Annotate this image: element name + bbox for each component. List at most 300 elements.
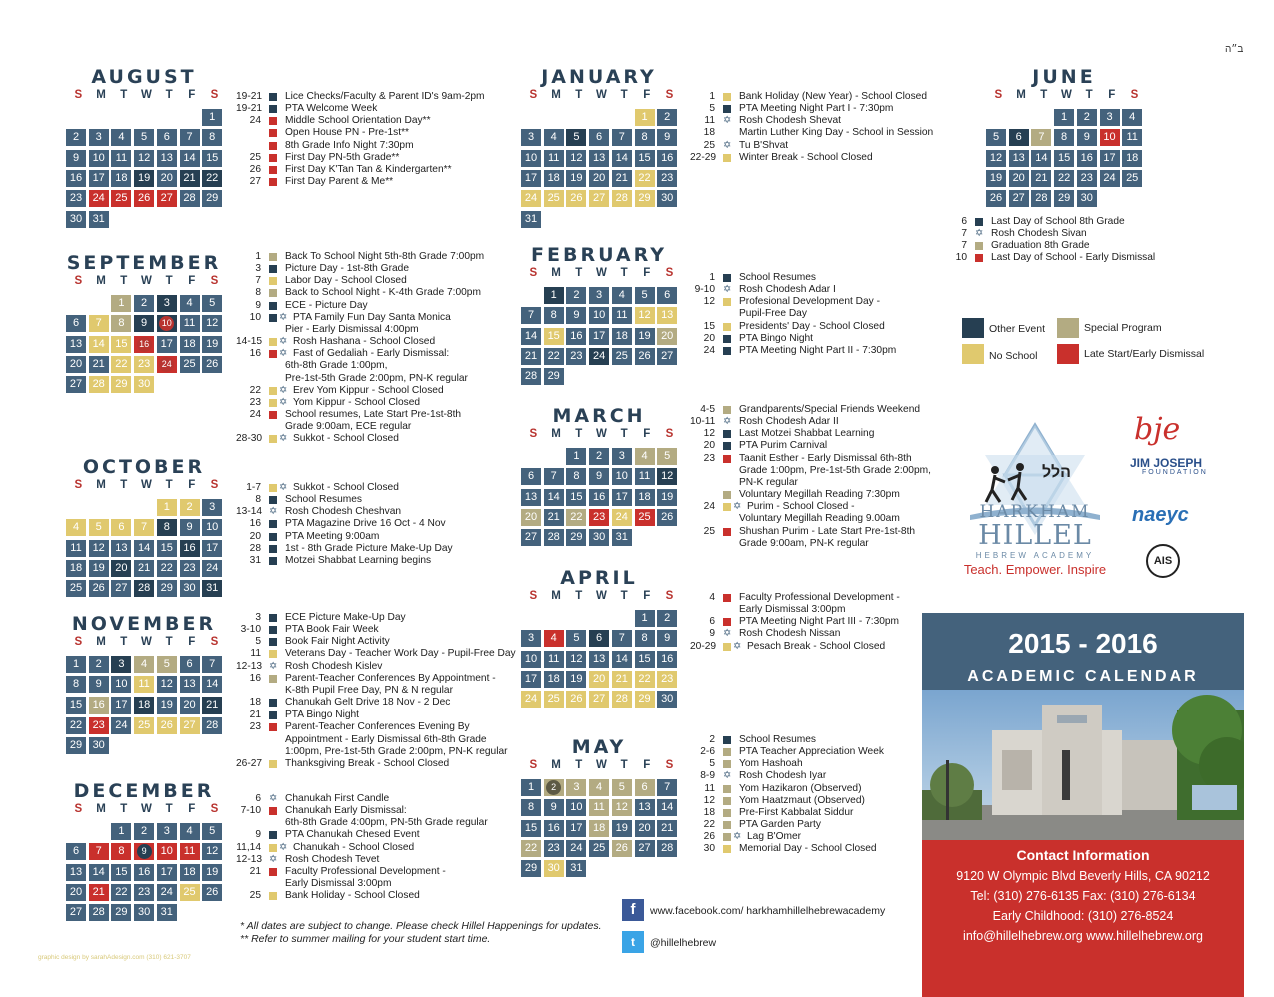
event-row (236, 805, 488, 817)
event-row (236, 433, 484, 445)
calendar-day: 13 (111, 540, 131, 557)
calendar-day: 7 (89, 843, 109, 860)
calendar-day: 4 (544, 630, 564, 647)
event-row (236, 152, 485, 164)
event-text: Presidents' Day - School Closed (739, 320, 885, 332)
calendar-day: 18 (1122, 150, 1142, 167)
calendar-day: 3 (589, 287, 609, 304)
calendar-day: 5 (157, 656, 177, 673)
calendar-day: 20 (1009, 170, 1029, 187)
school-name-line2: HILLEL (978, 520, 1092, 551)
calendar-day: 11 (66, 540, 86, 557)
calendar-day: 28 (612, 190, 632, 207)
calendar-day: 22 (66, 717, 86, 734)
event-color-square (269, 338, 277, 346)
event-text: Parent-Teacher Conferences By Appointment - (285, 672, 496, 684)
calendar-day: 9 (134, 843, 154, 860)
weekday-label: T (120, 275, 128, 287)
event-date: 6 (961, 216, 967, 227)
event-row (942, 228, 1155, 240)
contact-web[interactable]: info@hillelhebrew.org www.hillelhebrew.org (963, 929, 1203, 943)
calendar-day: 17 (521, 170, 541, 187)
calendar-day: 8 (635, 129, 655, 146)
calendar-day: 2 (657, 610, 677, 627)
star-of-david-icon: ✡ (269, 793, 278, 804)
star-of-david-icon: ✡ (733, 831, 742, 843)
calendar-day: 23 (134, 884, 154, 901)
calendar-day: 19 (986, 170, 1006, 187)
event-row (690, 440, 931, 452)
calendar-day: 6 (111, 519, 131, 536)
event-row (236, 336, 484, 348)
calendar-day: 19 (566, 671, 586, 688)
calendar-day: 11 (612, 307, 632, 324)
event-date: 22 (249, 384, 261, 396)
hebrew-logo-text: הלל (1042, 464, 1071, 481)
calendar-day: 29 (544, 368, 564, 385)
legend-other-label: Other Event (989, 323, 1046, 335)
calendar-day: 12 (566, 651, 586, 668)
calendar-day: 9 (566, 307, 586, 324)
calendar-day: 9 (589, 468, 609, 485)
contact-address: 9120 W Olympic Blvd Beverly Hills, CA 90212 (956, 869, 1210, 883)
calendar-day: 16 (544, 820, 564, 837)
event-row (942, 216, 1155, 228)
calendar-day: 27 (521, 529, 541, 546)
twitter-icon[interactable]: t (622, 931, 644, 953)
event-row (236, 140, 485, 152)
event-color-square (269, 626, 277, 634)
calendar-day: 12 (657, 468, 677, 485)
event-color-square (723, 797, 731, 805)
event-row (690, 428, 931, 440)
calendar-day: 11 (589, 799, 609, 816)
event-date: 11 (704, 115, 715, 127)
event-row (236, 506, 453, 518)
event-row (690, 538, 931, 550)
event-text: Faculty Professional Development - (285, 865, 446, 877)
event-row (690, 616, 900, 628)
month-title-may: MAY (571, 736, 627, 758)
calendar-day: 13 (657, 307, 677, 324)
event-date: 21 (249, 865, 261, 877)
event-row (236, 793, 488, 805)
calendar-day: 6 (157, 129, 177, 146)
weekday-header (522, 89, 681, 101)
event-color-square (269, 93, 277, 101)
weekday-label: S (529, 759, 538, 771)
event-row (690, 831, 884, 843)
event-row (690, 477, 931, 489)
calendar-day: 24 (111, 717, 131, 734)
calendar-day: 11 (180, 315, 200, 332)
calendar-day: 22 (635, 671, 655, 688)
calendar-day: 3 (157, 295, 177, 312)
calendar-day: 26 (612, 840, 632, 857)
calendar-day: 17 (521, 671, 541, 688)
event-text: Graduation 8th Grade (991, 240, 1090, 252)
event-color-square (975, 254, 983, 262)
event-row (690, 843, 884, 855)
event-text: Back to School Night - K-4th Grade 7:00pm (285, 287, 481, 299)
event-date: 20-29 (690, 640, 717, 652)
weekday-label: T (575, 759, 583, 771)
event-color-square (269, 844, 277, 852)
calendar-day: 8 (566, 468, 586, 485)
event-text: PTA Magazine Drive 16 Oct - 4 Nov (285, 518, 446, 530)
calendar-day: 6 (521, 468, 541, 485)
weekday-label: M (1016, 89, 1026, 101)
calendar-day: 13 (589, 150, 609, 167)
event-text: School Resumes (285, 494, 363, 506)
event-date: 9-10 (694, 284, 715, 296)
events-jun (942, 216, 1155, 265)
calendar-day: 29 (1054, 190, 1074, 207)
weekday-label: S (74, 803, 83, 815)
weekday-label: M (551, 590, 561, 602)
weekday-label: S (1130, 89, 1139, 101)
event-row (942, 240, 1155, 252)
twitter-link[interactable]: @hillelhebrew (650, 937, 717, 949)
weekday-label: T (120, 89, 128, 101)
event-text: Yom Hazikaron (Observed) (739, 782, 862, 794)
event-row (690, 272, 896, 284)
event-text: PTA Purim Carnival (739, 440, 828, 452)
event-text: Pesach Break - School Closed (747, 640, 886, 652)
calendar-day: 12 (612, 799, 632, 816)
weekday-label: T (120, 636, 128, 648)
event-text: Rosh Chodesh Shevat (739, 115, 841, 127)
event-text: Profesional Development Day - (739, 296, 880, 308)
star-of-david-icon: ✡ (279, 396, 288, 408)
calendar-day: 18 (612, 328, 632, 345)
facebook-icon[interactable]: f (622, 899, 644, 921)
events-sep (236, 251, 484, 446)
calendar-day: 25 (1122, 170, 1142, 187)
event-date: 20 (703, 332, 715, 344)
event-color-square (723, 503, 731, 511)
calendar-day: 13 (635, 799, 655, 816)
calendar-day: 3 (157, 823, 177, 840)
event-color-square (269, 302, 277, 310)
calendar-day: 29 (635, 190, 655, 207)
events-dec (236, 793, 488, 902)
calendar-day: 5 (202, 823, 222, 840)
calendar-day: 2 (657, 109, 677, 126)
calendar-day: 24 (566, 840, 586, 857)
event-color-square (269, 807, 277, 815)
bje-logo: bje (1134, 412, 1181, 447)
jim-joseph-logo: JIM JOSEPH (1130, 456, 1203, 470)
event-text: Back To School Night 5th-8th Grade 7:00pm (285, 251, 485, 262)
calendar-day: 29 (635, 691, 655, 708)
calendar-day: 27 (657, 348, 677, 365)
event-color-square (269, 105, 277, 113)
event-text: First Day Parent & Me** (285, 176, 394, 188)
event-text: Appointment - Early Dismissal 6th-8th Grade (285, 733, 487, 745)
calendar-day: 5 (89, 519, 109, 536)
event-color-square (723, 442, 731, 450)
event-text: Chanukah - School Closed (293, 841, 415, 853)
event-color-square (723, 748, 731, 756)
calendar-day: 21 (657, 820, 677, 837)
calendar-day: 18 (544, 170, 564, 187)
event-date: 5 (255, 636, 261, 648)
calendar-day: 30 (1077, 190, 1097, 207)
calendar-day: 9 (66, 150, 86, 167)
calendar-day: 17 (89, 170, 109, 187)
weekday-label: S (74, 275, 83, 287)
calendar-day: 6 (180, 656, 200, 673)
event-row (236, 164, 485, 176)
calendar-day: 27 (180, 717, 200, 734)
calendar-day: 14 (521, 328, 541, 345)
calendar-day: 14 (544, 489, 564, 506)
star-of-david-icon: ✡ (279, 311, 288, 323)
event-text: Yom Haatzmaut (Observed) (739, 794, 865, 806)
calendar-day: 17 (612, 489, 632, 506)
event-row (236, 746, 516, 758)
weekday-label: M (96, 636, 106, 648)
month-title-jun: JUNE (1032, 66, 1096, 88)
star-of-david-icon: ✡ (733, 501, 742, 513)
weekday-label: M (96, 89, 106, 101)
calendar-day: 7 (521, 307, 541, 324)
weekday-header (987, 89, 1146, 101)
calendar-day: 24 (521, 691, 541, 708)
star-of-david-icon: ✡ (723, 115, 732, 127)
event-row (236, 734, 516, 746)
weekday-label: S (210, 636, 219, 648)
event-color-square (723, 430, 731, 438)
event-color-square (723, 809, 731, 817)
event-text: Lag B'Omer (747, 831, 802, 843)
calendar-day: 21 (202, 697, 222, 714)
calendar-day: 12 (157, 676, 177, 693)
contact-panel (922, 840, 1244, 997)
events-feb (690, 272, 896, 357)
star-of-david-icon: ✡ (279, 482, 288, 493)
calendar-day: 15 (635, 150, 655, 167)
event-row (236, 661, 516, 673)
calendar-day: 31 (202, 580, 222, 597)
event-row (236, 312, 484, 324)
weekday-label: W (595, 590, 607, 602)
calendar-day: 14 (134, 540, 154, 557)
design-credit: graphic design by sarahAdesign.com (310) 621-3707 (38, 954, 191, 961)
event-text: First Day PN-5th Grade** (285, 151, 400, 163)
calendar-day: 21 (89, 884, 109, 901)
calendar-day: 30 (134, 376, 154, 393)
event-text: Motzei Shabbat Learning begins (285, 554, 432, 566)
event-color-square (269, 520, 277, 528)
event-text: Rosh Chodesh Iyar (739, 770, 827, 782)
event-date: 25 (249, 151, 261, 163)
calendar-day: 25 (180, 356, 200, 373)
weekday-label: T (1085, 89, 1093, 101)
calendar-day: 22 (1054, 170, 1074, 187)
event-date: 22 (703, 819, 715, 831)
calendar-day: 10 (521, 651, 541, 668)
calendar-day: 1 (66, 656, 86, 673)
event-date: 19-21 (236, 103, 263, 115)
calendar-day: 5 (566, 129, 586, 146)
month-title-feb: FEBRUARY (531, 244, 667, 266)
weekday-label: W (595, 428, 607, 440)
calendar-day: 27 (66, 376, 86, 393)
event-date: 2-6 (700, 746, 715, 758)
event-row (690, 807, 884, 819)
weekday-label: W (1060, 89, 1072, 101)
calendar-day: 13 (521, 489, 541, 506)
event-text: Voluntary Megillah Reading 7:30pm (739, 489, 900, 501)
events-apr (690, 592, 900, 653)
event-text: Labor Day - School Closed (285, 275, 407, 287)
event-color-square (269, 253, 277, 261)
event-row (690, 592, 900, 604)
month-title-jan: JANUARY (541, 66, 657, 88)
event-text: Lice Checks/Faculty & Parent ID's 9am-2pm (285, 91, 485, 102)
event-color-square (269, 557, 277, 565)
event-color-square (723, 93, 731, 101)
event-color-square (269, 711, 277, 719)
naeyc-logo: naeyc (1132, 504, 1189, 526)
legend-other-swatch (962, 318, 984, 338)
weekday-label: S (665, 759, 674, 771)
event-date: 30 (703, 843, 715, 855)
event-text: Memorial Day - School Closed (739, 843, 877, 855)
event-color-square (269, 614, 277, 622)
calendar-day: 19 (202, 864, 222, 881)
weekday-label: T (165, 275, 173, 287)
calendar-day: 22 (111, 884, 131, 901)
calendar-day: 15 (635, 651, 655, 668)
legend-special-label: Special Program (1084, 322, 1162, 334)
event-text: Sukkot - School Closed (293, 433, 399, 445)
event-text: 6th-8th Grade 4:00pm, PN-5th Grade regular (285, 817, 488, 829)
calendar-day: 4 (111, 129, 131, 146)
event-date: 3-10 (240, 624, 261, 636)
event-row (690, 296, 896, 308)
calendar-day: 5 (635, 287, 655, 304)
event-text: Grade 9:00am, ECE regular (285, 421, 412, 433)
calendar-day: 4 (66, 519, 86, 536)
calendar-day: 26 (566, 190, 586, 207)
calendar-day: 7 (202, 656, 222, 673)
calendar-day: 4 (180, 823, 200, 840)
event-text: Grandparents/Special Friends Weekend (739, 404, 921, 415)
weekday-label: S (74, 636, 83, 648)
events-jan (690, 91, 933, 164)
event-row (690, 746, 884, 758)
calendar-day: 26 (157, 717, 177, 734)
event-date: 16 (249, 672, 261, 684)
event-text: Chanukah Early Dismissal: (285, 805, 407, 817)
star-of-david-icon: ✡ (733, 640, 742, 652)
event-row (690, 465, 931, 477)
event-text: Chanukah Gelt Drive 18 Nov - 2 Dec (285, 697, 451, 709)
event-text: Thanksgiving Break - School Closed (285, 757, 450, 769)
calendar-day: 22 (566, 509, 586, 526)
calendar-day: 18 (134, 697, 154, 714)
event-text: PTA Meeting Night Part II - 7:30pm (739, 344, 897, 356)
calendar-day: 3 (111, 656, 131, 673)
event-date: 9 (255, 299, 261, 311)
events-aug (236, 91, 485, 188)
calendar-day: 27 (1009, 190, 1029, 207)
event-text: Sukkot - School Closed (293, 482, 399, 493)
calendar-day: 26 (202, 884, 222, 901)
weekday-label: S (210, 275, 219, 287)
event-color-square (723, 455, 731, 463)
calendar-day: 31 (521, 211, 541, 228)
event-date: 18 (703, 806, 715, 818)
calendar-day: 29 (66, 737, 86, 754)
event-row (236, 91, 485, 103)
calendar-day: 8 (66, 676, 86, 693)
event-color-square (269, 650, 277, 658)
facebook-link[interactable]: www.facebook.com/ harkhamhillelhebrewacademy (650, 905, 886, 917)
calendar-day: 12 (89, 540, 109, 557)
calendar-day: 15 (111, 864, 131, 881)
calendar-day: 14 (202, 676, 222, 693)
event-text: Rosh Chodesh Cheshvan (285, 506, 402, 518)
event-color-square (269, 638, 277, 646)
event-color-square (723, 833, 731, 841)
event-text: K-8th Pupil Free Day, PN & N regular (285, 684, 453, 696)
event-color-square (269, 723, 277, 731)
calendar-day: 26 (566, 691, 586, 708)
event-color-square (723, 760, 731, 768)
calendar-day: 3 (1100, 109, 1120, 126)
star-of-david-icon: ✡ (723, 416, 732, 428)
event-date: 12-13 (236, 660, 263, 672)
calendar-day: 15 (202, 150, 222, 167)
event-date: 16 (249, 348, 261, 360)
star-of-david-icon: ✡ (975, 228, 984, 240)
event-row (236, 842, 488, 854)
weekday-label: F (1108, 89, 1116, 101)
event-text: Fast of Gedaliah - Early Dismissal: (293, 348, 450, 360)
calendar-day: 22 (521, 840, 541, 857)
header-mark: ב״ה (1225, 44, 1244, 55)
event-row (236, 287, 484, 299)
weekday-label: W (140, 89, 152, 101)
calendar-day: 15 (566, 489, 586, 506)
calendar-day: 27 (635, 840, 655, 857)
event-color-square (269, 892, 277, 900)
event-row (236, 103, 485, 115)
calendar-day: 2 (134, 295, 154, 312)
calendar-day: 28 (544, 529, 564, 546)
event-date: 2 (709, 734, 715, 745)
event-date: 16 (249, 518, 261, 530)
calendar-day: 16 (89, 697, 109, 714)
event-date: 20 (703, 440, 715, 452)
event-row (236, 348, 484, 360)
event-row (690, 284, 896, 296)
calendar-day: 29 (111, 904, 131, 921)
weekday-label: F (643, 428, 651, 440)
event-color-square (723, 298, 731, 306)
event-row (690, 526, 931, 538)
calendar-day: 12 (986, 150, 1006, 167)
weekday-label: M (96, 479, 106, 491)
event-color-square (269, 484, 277, 492)
calendar-day: 10 (521, 150, 541, 167)
calendar-day: 21 (521, 348, 541, 365)
event-row (690, 795, 884, 807)
